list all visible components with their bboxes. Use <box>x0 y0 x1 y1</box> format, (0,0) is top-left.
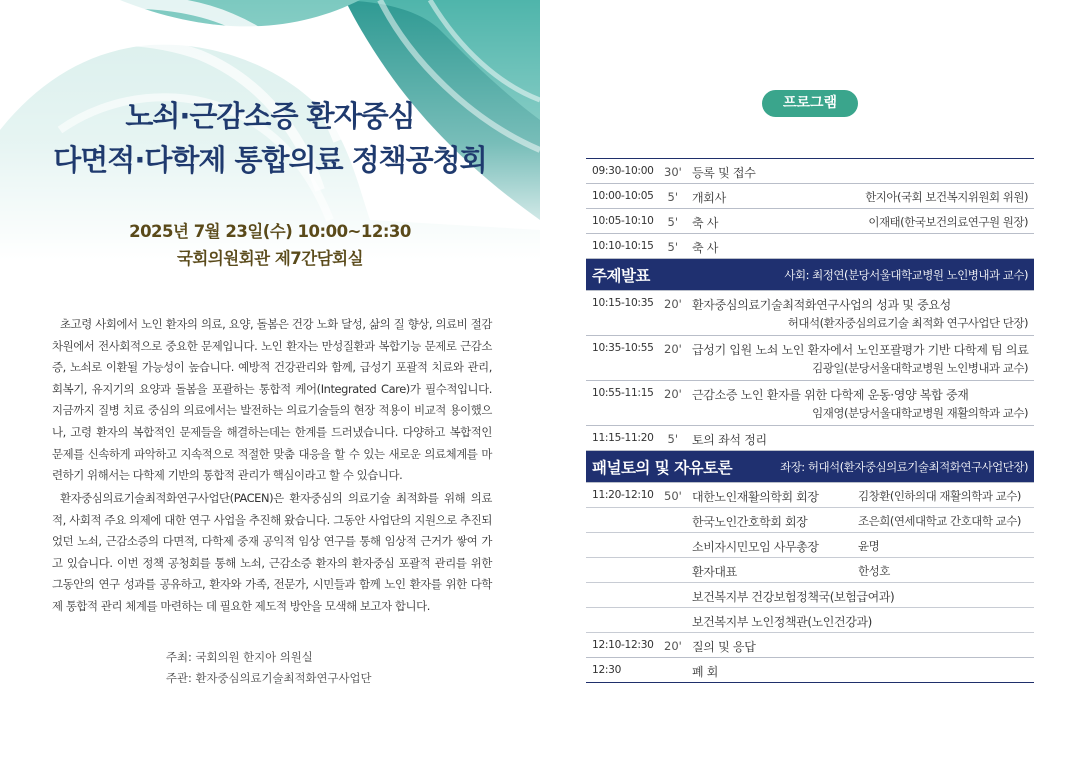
time-cell: 09:30-10:00 <box>592 165 654 177</box>
speaker-cell: 한지아(국회 보건복지위원회 위원) <box>865 190 1028 204</box>
time-cell: 10:55-11:15 <box>592 387 654 399</box>
session-header <box>586 451 1034 483</box>
duration-cell: 5' <box>667 432 678 446</box>
panel-member: 조은희(연세대학교 간호대학 교수) <box>858 514 1021 528</box>
item-cell: 질의 및 응답 <box>692 640 756 654</box>
item-cell: 축 사 <box>692 241 719 255</box>
program-label: 프로그램 <box>762 90 858 117</box>
event-date: 2025년 7월 23일(수) 10:00~12:30 <box>129 222 411 241</box>
panel-role: 환자대표 <box>692 565 737 579</box>
time-cell: 11:20-12:10 <box>592 489 654 501</box>
duration-cell: 20' <box>664 639 682 653</box>
time-cell: 10:05-10:10 <box>592 215 654 227</box>
duration-cell: 5' <box>667 215 678 229</box>
panel-role: 보건복지부 노인정책관(노인건강과) <box>692 615 872 629</box>
panel-role: 보건복지부 건강보험정책국(보험급여과) <box>692 590 895 604</box>
program-row <box>586 159 1034 184</box>
item-cell: 등록 및 접수 <box>692 166 756 180</box>
session-title: 패널토의 및 자유토론 <box>592 459 733 477</box>
speaker-cell: 이재태(한국보건의료연구원 원장) <box>868 215 1028 229</box>
program-row <box>586 658 1034 683</box>
panel-row <box>586 608 1034 633</box>
program-row <box>586 291 1034 336</box>
speaker-cell: 임재영(분당서울대학교병원 재활의학과 교수) <box>812 406 1028 420</box>
intro-paragraph-2: 환자중심의료기술최적화연구사업단(PACEN)은 환자중심의 의료기술 최적화를 위해 의료적, 사회적 주요 의제에 대한 연구 사업을 추진해 왔습니다. 그동안 사업단의 지원으로 추진되었던 노쇠, 근감소증의 다면적, 다학제 중재 공익적 임상 연구를 통해 임상적 근거가 쌓여 가고 있습니다. 이번 정책 공청회를 통해 노쇠, 근감소증 환자의 환자중심 포괄적 관리를 위한 그동안의 연구 성과를 공유하고, 환자와 가족, 전문가, 시민들과 함께 노인 환자를 위한 다학제 통합적 관리 체계를 마련하는 데 필요한 제도적 방안을 모색해 보고자 합니다. <box>52 491 492 613</box>
duration-cell: 20' <box>664 342 682 356</box>
item-cell: 축 사 <box>692 216 719 230</box>
panel-row <box>586 483 1034 508</box>
panel-row <box>586 558 1034 583</box>
right-page <box>540 0 1079 763</box>
time-cell: 10:10-10:15 <box>592 240 654 252</box>
panel-role: 대한노인재활의학회 회장 <box>692 490 819 504</box>
duration-cell: 50' <box>664 489 682 503</box>
speaker-cell: 김광일(분당서울대학교병원 노인병내과 교수) <box>812 361 1028 375</box>
item-cell: 개회사 <box>692 191 726 205</box>
duration-cell: 5' <box>667 190 678 204</box>
panel-member: 윤명 <box>858 539 880 553</box>
program-row <box>586 184 1034 209</box>
event-venue: 국회의원회관 제7간담회실 <box>176 249 364 268</box>
duration-cell: 5' <box>667 240 678 254</box>
title-line-2: 다면적·다학제 통합의료 정책공청회 <box>53 143 487 177</box>
duration-cell: 30' <box>664 165 682 179</box>
time-cell: 10:35-10:55 <box>592 342 654 354</box>
program-row <box>586 381 1034 426</box>
panel-member: 김창환(인하의대 재활의학과 교수) <box>858 489 1021 503</box>
program-row <box>586 336 1034 381</box>
speaker-cell: 허대석(환자중심의료기술 최적화 연구사업단 단장) <box>787 316 1028 330</box>
program-row <box>586 633 1034 658</box>
item-cell: 폐 회 <box>692 665 719 679</box>
panel-row <box>586 583 1034 608</box>
session-moderator: 사회: 최정연(분당서울대학교병원 노인병내과 교수) <box>784 268 1028 282</box>
panel-row <box>586 533 1034 558</box>
title-line-1: 노쇠·근감소증 환자중심 <box>125 99 415 133</box>
time-cell: 10:00-10:05 <box>592 190 654 202</box>
panel-role: 한국노인간호학회 회장 <box>692 515 808 529</box>
time-cell: 11:15-11:20 <box>592 432 654 444</box>
duration-cell: 20' <box>664 297 682 311</box>
session-header <box>586 259 1034 291</box>
intro-paragraph-1: 초고령 사회에서 노인 환자의 의료, 요양, 돌봄은 건강 노화 달성, 삶의 질 향상, 의료비 절감 차원에서 전사회적으로 중요한 문제입니다. 노인 환자는 만성질환과 복합기능 문제로 근감소증, 노쇠로 이환될 가능성이 높습니다. 예방적 건강관리와 함께, 급성기 포괄적 치료와 관리, 회복기, 유지기의 요양과 돌봄을 포괄하는 통합적 케어(Integrated Care)가 필수적입니다. 지금까지 질병 치료 중심의 의료에서는 발전하는 의료기술들의 현장 적용이 비교적 용이했으나, 고령 환자의 복합적인 문제들을 해결하는데는 한계를 드러냈습니다. 다양하고 복합적인 문제를 신속하게 파악하고 지속적으로 적절한 맞춤 대응을 할 수 있는 새로운 의료체계를 마련하기 위해서는 다학제 기반의 통합적 관리가 핵심이라고 할 수 있습니다. <box>52 317 492 483</box>
program-row <box>586 234 1034 259</box>
program-row <box>586 426 1034 451</box>
supervisor-text: 주관: 환자중심의료기술최적화연구사업단 <box>166 671 372 685</box>
item-cell: 환자중심의료기술최적화연구사업의 성과 및 중요성 <box>692 298 951 312</box>
duration-cell: 20' <box>664 387 682 401</box>
item-cell: 근감소증 노인 환자를 위한 다학제 운동·영양 복합 중재 <box>692 388 969 402</box>
host-text: 주최: 국회의원 한지아 의원실 <box>166 650 313 664</box>
program-table <box>586 158 1034 683</box>
panel-role: 소비자시민모임 사무총장 <box>692 540 819 554</box>
time-cell: 12:30 <box>592 664 622 676</box>
item-cell: 급성기 입원 노쇠 노인 환자에서 노인포괄평가 기반 다학제 팀 의료 <box>692 343 1029 357</box>
panel-member: 한성호 <box>858 564 890 578</box>
session-moderator: 좌장: 허대석(환자중심의료기술최적화연구사업단장) <box>780 460 1028 474</box>
time-cell: 10:15-10:35 <box>592 297 654 309</box>
time-cell: 12:10-12:30 <box>592 639 654 651</box>
session-title: 주제발표 <box>592 267 650 285</box>
program-row <box>586 209 1034 234</box>
panel-row <box>586 508 1034 533</box>
item-cell: 토의 좌석 정리 <box>692 433 767 447</box>
